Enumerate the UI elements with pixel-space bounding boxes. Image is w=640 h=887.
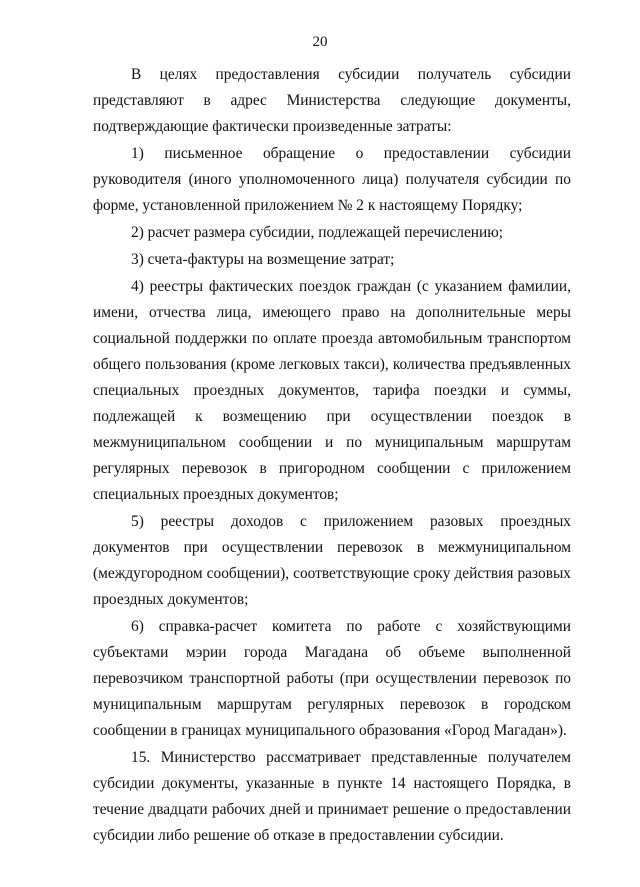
list-item-6: 6) справка-расчет комитета по работе с хозяйствующими субъектами мэрии города Магадана об объеме выполненной перевозчиком транспортной работы (при осуществлении перевозок по муниципальным маршрутам регулярных перевозок в городском сообщении в границах муниципального образования «Город Магадан»). bbox=[93, 618, 571, 739]
list-item-3: 3) счета-фактуры на возмещение затрат; bbox=[131, 251, 395, 268]
intro-paragraph: В целях предоставления субсидии получатель субсидии представляют в адрес Министерства следующие документы, подтверждающие фактически произведенные затраты: bbox=[93, 66, 571, 135]
document-body bbox=[93, 62, 571, 849]
list-item-1: 1) письменное обращение о предоставлении субсидии руководителя (иного уполномоченного лица) получателя субсидии по форме, установленной приложением № 2 к настоящему Порядку; bbox=[93, 145, 571, 214]
page-number: 20 bbox=[312, 34, 328, 50]
list-item-4: 4) реестры фактических поездок граждан (с указанием фамилии, имени, отчества лица, имеющего право на дополнительные меры социальной поддержки по оплате проезда автомобильным транспортом общего пользования (кроме легковых такси), количества предъявленных специальных проездных документов, тарифа поездки и суммы, подлежащей к возмещению при осуществлении поездок в межмуниципальном сообщении и по муниципальным маршрутам регулярных перевозок в пригородном сообщении с приложением специальных проездных документов; bbox=[93, 278, 571, 503]
clause-15-paragraph: 15. Министерство рассматривает представленные получателем субсидии документы, указанные в пункте 14 настоящего Порядка, в течение двадцати рабочих дней и принимает решение о предоставлении субсидии либо решение об отказе в предоставлении субсидии. bbox=[93, 749, 571, 844]
list-item-5: 5) реестры доходов с приложением разовых проездных документов при осуществлении перевозок в межмуниципальном (междугородном сообщении), соответствующие сроку действия разовых проездных документов; bbox=[93, 513, 571, 608]
list-item-2: 2) расчет размера субсидии, подлежащей перечислению; bbox=[131, 224, 504, 241]
